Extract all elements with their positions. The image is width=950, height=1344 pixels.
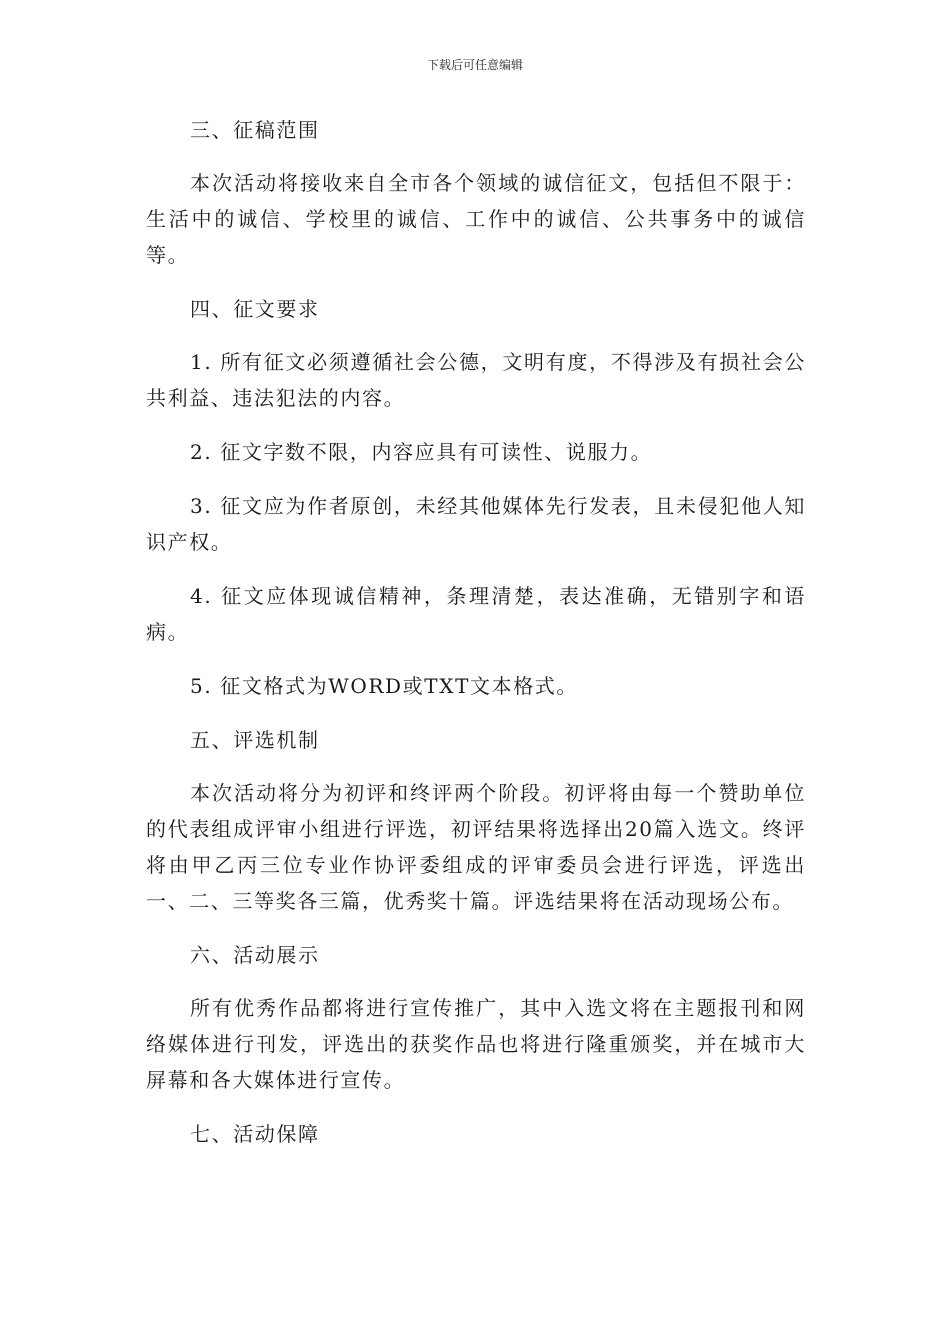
requirement-item-1: 1. 所有征文必须遵循社会公德，文明有度，不得涉及有损社会公共利益、违法犯法的内容。 (146, 350, 806, 410)
section-heading-7: 七、活动保障 (190, 1122, 320, 1146)
section-heading-6: 六、活动展示 (190, 943, 320, 967)
requirement-item-4: 4. 征文应体现诚信精神，条理清楚，表达准确，无错别字和语病。 (146, 584, 806, 644)
header-note: 下载后可任意编辑 (426, 58, 523, 72)
section-heading-4: 四、征文要求 (190, 297, 320, 321)
section-body-5: 本次活动将分为初评和终评两个阶段。初评将由每一个赞助单位的代表组成评审小组进行评选，初评结果将选择出20篇入选文。终评将由甲乙丙三位专业作协评委组成的评审委员会进行评选，评选出一、二、三等奖各三篇，优秀奖十篇。评选结果将在活动现场公布。 (146, 781, 806, 913)
section-heading-3: 三、征稿范围 (190, 118, 320, 142)
section-body-6: 所有优秀作品都将进行宣传推广，其中入选文将在主题报刊和网络媒体进行刊发，评选出的获奖作品也将进行隆重颁奖，并在城市大屏幕和各大媒体进行宣传。 (146, 996, 806, 1092)
document-body (146, 112, 806, 1169)
section-body-3: 本次活动将接收来自全市各个领域的诚信征文，包括但不限于：生活中的诚信、学校里的诚信、工作中的诚信、公共事务中的诚信等。 (146, 171, 806, 267)
section-heading-5: 五、评选机制 (190, 728, 320, 752)
requirement-item-5: 5. 征文格式为WORD或TXT文本格式。 (190, 674, 579, 698)
requirement-item-2: 2. 征文字数不限，内容应具有可读性、说服力。 (190, 440, 653, 464)
requirement-item-3: 3. 征文应为作者原创，未经其他媒体先行发表，且未侵犯他人知识产权。 (146, 494, 806, 554)
